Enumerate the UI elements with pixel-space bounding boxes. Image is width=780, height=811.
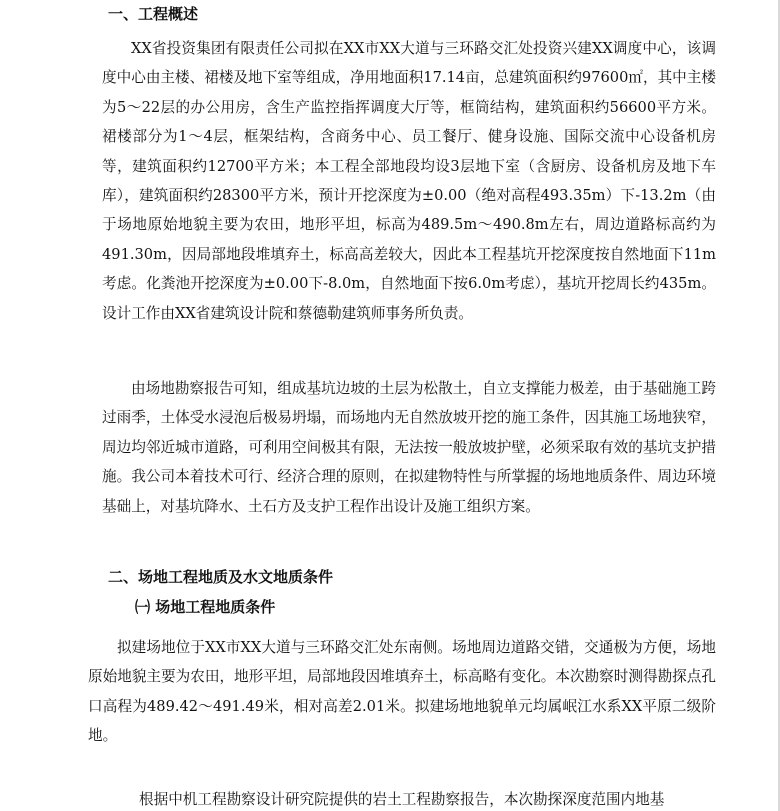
paragraph-survey-report: 根据中机工程勘察设计研究院提供的岩土工程勘察报告，本次勘探深度范围内地基 [139, 791, 665, 808]
paragraph-site-location: 拟建场地位于XX市XX大道与三环路交汇处东南侧。场地周边道路交错，交通极为方便，场地原始地貌主要为农田，地形平坦，局部地段因堆填弃土，标高略有变化。本次勘察时测得勘探点孔口高程为489.42～491.49米，相对高差2.01米。拟建场地地貌单元均属岷江水系XX平原二级阶地。 [88, 639, 716, 745]
section-heading-geology: 二、场地工程地质及水文地质条件 [108, 568, 334, 586]
paragraph-project-overview: XX省投资集团有限责任公司拟在XX市XX大道与三环路交汇处投资兴建XX调度中心，该调度中心由主楼、裙楼及地下室等组成，净用地面积17.14亩，总建筑面积约97600㎡，其中主楼为5～22层的办公用房，含生产监控指挥调度大厅等，框筒结构，建筑面积约56600平方米。裙楼部分为1～4层，框架结构，含商务中心、员工餐厅、健身设施、国际交流中心设备机房等，建筑面积约12700平方米；本工程全部地段均设3层地下室（含厨房、设备机房及地下车库），建筑面积约28300平方米，预计开挖深度为±0.00（绝对高程493.35m）下-13.2m（由于场地原始地貌主要为农田，地形平坦，标高为489.5m～490.8m左右，周边道路标高约为491.30m，因局部地段堆填弃土，标高高差较大，因此本工程基坑开挖深度按自然地面下11m考虑。化粪池开挖深度为±0.00下-8.0m，自然地面下按6.0m考虑），基坑开挖周长约435m。设计工作由XX省建筑设计院和蔡德勒建筑师事务所负责。 [102, 40, 716, 322]
subsection-heading-engineering-geology: ㈠ 场地工程地质条件 [135, 598, 276, 616]
paragraph-support-necessity: 由场地勘察报告可知，组成基坑边坡的土层为松散土，自立支撑能力极差，由于基础施工跨过雨季，土体受水浸泡后极易坍塌，而场地内无自然放坡开挖的施工条件，因其施工场地狭窄，周边均邻近城市道路，可利用空间极其有限，无法按一般放坡护壁，必须采取有效的基坑支护措施。我公司本着技术可行、经济合理的原则，在拟建物特性与所掌握的场地地质条件、周边环境基础上，对基坑降水、土石方及支护工程作出设计及施工组织方案。 [102, 380, 716, 515]
section-heading-overview: 一、工程概述 [108, 5, 199, 23]
